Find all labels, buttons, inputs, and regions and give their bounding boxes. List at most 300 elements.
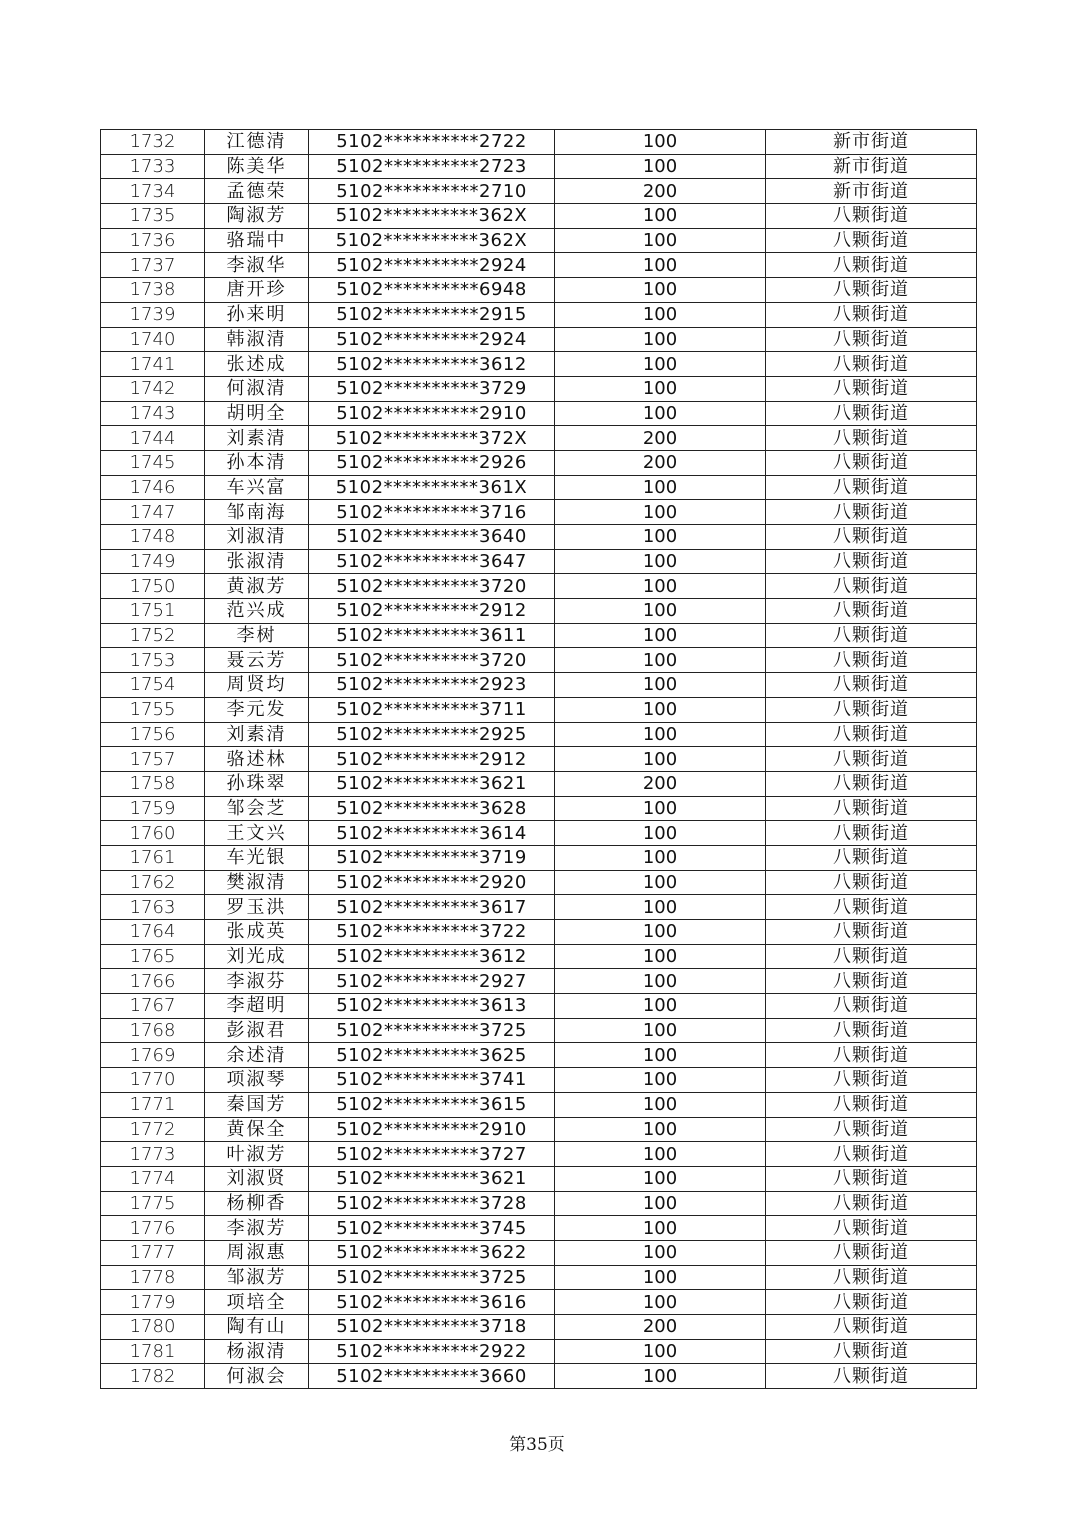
row-number-cell: 1744 bbox=[101, 426, 205, 451]
amount-cell: 100 bbox=[555, 278, 766, 303]
table-row bbox=[101, 1315, 977, 1340]
row-number-cell: 1758 bbox=[101, 771, 205, 796]
name-cell: 邹南海 bbox=[205, 500, 309, 525]
name-cell: 周淑惠 bbox=[205, 1240, 309, 1265]
street-cell: 八颗街道 bbox=[766, 475, 977, 500]
id-number-cell: 5102**********3725 bbox=[309, 1265, 555, 1290]
table-row bbox=[101, 821, 977, 846]
name-cell: 车光银 bbox=[205, 845, 309, 870]
street-cell: 八颗街道 bbox=[766, 1166, 977, 1191]
amount-cell: 100 bbox=[555, 1068, 766, 1093]
table-row bbox=[101, 1339, 977, 1364]
amount-cell: 100 bbox=[555, 1092, 766, 1117]
row-number-cell: 1766 bbox=[101, 969, 205, 994]
table-row bbox=[101, 352, 977, 377]
street-cell: 八颗街道 bbox=[766, 1315, 977, 1340]
row-number-cell: 1755 bbox=[101, 697, 205, 722]
id-number-cell: 5102**********2722 bbox=[309, 130, 555, 155]
row-number-cell: 1751 bbox=[101, 599, 205, 624]
row-number-cell: 1737 bbox=[101, 253, 205, 278]
street-cell: 八颗街道 bbox=[766, 771, 977, 796]
amount-cell: 100 bbox=[555, 944, 766, 969]
name-cell: 张成英 bbox=[205, 920, 309, 945]
amount-cell: 100 bbox=[555, 994, 766, 1019]
row-number-cell: 1750 bbox=[101, 574, 205, 599]
amount-cell: 100 bbox=[555, 920, 766, 945]
amount-cell: 100 bbox=[555, 327, 766, 352]
amount-cell: 100 bbox=[555, 969, 766, 994]
table-row bbox=[101, 450, 977, 475]
id-number-cell: 5102**********3741 bbox=[309, 1068, 555, 1093]
table-row bbox=[101, 1092, 977, 1117]
street-cell: 八颗街道 bbox=[766, 1216, 977, 1241]
table-row bbox=[101, 1142, 977, 1167]
street-cell: 八颗街道 bbox=[766, 574, 977, 599]
table-row bbox=[101, 1191, 977, 1216]
row-number-cell: 1757 bbox=[101, 747, 205, 772]
table-row bbox=[101, 574, 977, 599]
id-number-cell: 5102**********3621 bbox=[309, 1166, 555, 1191]
amount-cell: 100 bbox=[555, 549, 766, 574]
row-number-cell: 1777 bbox=[101, 1240, 205, 1265]
row-number-cell: 1781 bbox=[101, 1339, 205, 1364]
id-number-cell: 5102**********3625 bbox=[309, 1043, 555, 1068]
street-cell: 八颗街道 bbox=[766, 994, 977, 1019]
row-number-cell: 1772 bbox=[101, 1117, 205, 1142]
name-cell: 王文兴 bbox=[205, 821, 309, 846]
name-cell: 彭淑君 bbox=[205, 1018, 309, 1043]
name-cell: 周贤均 bbox=[205, 673, 309, 698]
name-cell: 罗玉洪 bbox=[205, 895, 309, 920]
table-row bbox=[101, 500, 977, 525]
amount-cell: 100 bbox=[555, 1240, 766, 1265]
id-number-cell: 5102**********3722 bbox=[309, 920, 555, 945]
table-row bbox=[101, 994, 977, 1019]
row-number-cell: 1749 bbox=[101, 549, 205, 574]
name-cell: 聂云芳 bbox=[205, 648, 309, 673]
name-cell: 陶淑芳 bbox=[205, 204, 309, 229]
roster-table bbox=[100, 129, 977, 1389]
name-cell: 杨淑清 bbox=[205, 1339, 309, 1364]
street-cell: 八颗街道 bbox=[766, 747, 977, 772]
name-cell: 骆瑞中 bbox=[205, 228, 309, 253]
amount-cell: 100 bbox=[555, 574, 766, 599]
amount-cell: 100 bbox=[555, 722, 766, 747]
id-number-cell: 5102**********3613 bbox=[309, 994, 555, 1019]
name-cell: 孙来明 bbox=[205, 302, 309, 327]
street-cell: 八颗街道 bbox=[766, 969, 977, 994]
table-row bbox=[101, 130, 977, 155]
id-number-cell: 5102**********3745 bbox=[309, 1216, 555, 1241]
amount-cell: 100 bbox=[555, 1290, 766, 1315]
name-cell: 孙珠翠 bbox=[205, 771, 309, 796]
amount-cell: 100 bbox=[555, 1142, 766, 1167]
street-cell: 八颗街道 bbox=[766, 500, 977, 525]
table-row bbox=[101, 253, 977, 278]
id-number-cell: 5102**********3611 bbox=[309, 623, 555, 648]
amount-cell: 100 bbox=[555, 697, 766, 722]
table-row bbox=[101, 327, 977, 352]
id-number-cell: 5102**********2723 bbox=[309, 154, 555, 179]
table-row bbox=[101, 722, 977, 747]
table-row bbox=[101, 302, 977, 327]
row-number-cell: 1739 bbox=[101, 302, 205, 327]
name-cell: 李树 bbox=[205, 623, 309, 648]
street-cell: 八颗街道 bbox=[766, 450, 977, 475]
name-cell: 李淑芳 bbox=[205, 1216, 309, 1241]
amount-cell: 100 bbox=[555, 228, 766, 253]
id-number-cell: 5102**********3612 bbox=[309, 944, 555, 969]
table-row bbox=[101, 920, 977, 945]
amount-cell: 100 bbox=[555, 1043, 766, 1068]
street-cell: 八颗街道 bbox=[766, 1265, 977, 1290]
table-row bbox=[101, 1068, 977, 1093]
row-number-cell: 1733 bbox=[101, 154, 205, 179]
table-row bbox=[101, 1364, 977, 1389]
street-cell: 八颗街道 bbox=[766, 648, 977, 673]
street-cell: 八颗街道 bbox=[766, 623, 977, 648]
table-row bbox=[101, 623, 977, 648]
street-cell: 八颗街道 bbox=[766, 525, 977, 550]
id-number-cell: 5102**********361X bbox=[309, 475, 555, 500]
name-cell: 何淑清 bbox=[205, 376, 309, 401]
amount-cell: 100 bbox=[555, 870, 766, 895]
street-cell: 八颗街道 bbox=[766, 796, 977, 821]
table-row bbox=[101, 673, 977, 698]
amount-cell: 100 bbox=[555, 796, 766, 821]
name-cell: 刘光成 bbox=[205, 944, 309, 969]
row-number-cell: 1743 bbox=[101, 401, 205, 426]
street-cell: 八颗街道 bbox=[766, 920, 977, 945]
name-cell: 李元发 bbox=[205, 697, 309, 722]
amount-cell: 100 bbox=[555, 821, 766, 846]
row-number-cell: 1732 bbox=[101, 130, 205, 155]
name-cell: 李超明 bbox=[205, 994, 309, 1019]
row-number-cell: 1745 bbox=[101, 450, 205, 475]
amount-cell: 100 bbox=[555, 204, 766, 229]
street-cell: 八颗街道 bbox=[766, 673, 977, 698]
row-number-cell: 1741 bbox=[101, 352, 205, 377]
id-number-cell: 5102**********3660 bbox=[309, 1364, 555, 1389]
id-number-cell: 5102**********2922 bbox=[309, 1339, 555, 1364]
id-number-cell: 5102**********2912 bbox=[309, 599, 555, 624]
amount-cell: 100 bbox=[555, 376, 766, 401]
street-cell: 八颗街道 bbox=[766, 1339, 977, 1364]
amount-cell: 100 bbox=[555, 599, 766, 624]
row-number-cell: 1773 bbox=[101, 1142, 205, 1167]
amount-cell: 200 bbox=[555, 426, 766, 451]
name-cell: 骆述林 bbox=[205, 747, 309, 772]
row-number-cell: 1734 bbox=[101, 179, 205, 204]
amount-cell: 100 bbox=[555, 1117, 766, 1142]
name-cell: 孙本清 bbox=[205, 450, 309, 475]
roster-table-body bbox=[101, 130, 977, 1389]
table-row bbox=[101, 599, 977, 624]
name-cell: 项培全 bbox=[205, 1290, 309, 1315]
row-number-cell: 1762 bbox=[101, 870, 205, 895]
table-row bbox=[101, 1117, 977, 1142]
row-number-cell: 1774 bbox=[101, 1166, 205, 1191]
amount-cell: 100 bbox=[555, 1166, 766, 1191]
amount-cell: 100 bbox=[555, 302, 766, 327]
id-number-cell: 5102**********3617 bbox=[309, 895, 555, 920]
amount-cell: 100 bbox=[555, 401, 766, 426]
amount-cell: 100 bbox=[555, 475, 766, 500]
amount-cell: 100 bbox=[555, 1339, 766, 1364]
name-cell: 邹淑芳 bbox=[205, 1265, 309, 1290]
page-number: 第35页 bbox=[509, 1435, 565, 1455]
name-cell: 何淑会 bbox=[205, 1364, 309, 1389]
row-number-cell: 1754 bbox=[101, 673, 205, 698]
id-number-cell: 5102**********2910 bbox=[309, 401, 555, 426]
table-row bbox=[101, 1265, 977, 1290]
street-cell: 八颗街道 bbox=[766, 870, 977, 895]
row-number-cell: 1763 bbox=[101, 895, 205, 920]
row-number-cell: 1738 bbox=[101, 278, 205, 303]
table-row bbox=[101, 426, 977, 451]
street-cell: 八颗街道 bbox=[766, 278, 977, 303]
id-number-cell: 5102**********2912 bbox=[309, 747, 555, 772]
street-cell: 八颗街道 bbox=[766, 426, 977, 451]
id-number-cell: 5102**********2710 bbox=[309, 179, 555, 204]
table-row bbox=[101, 845, 977, 870]
name-cell: 范兴成 bbox=[205, 599, 309, 624]
street-cell: 八颗街道 bbox=[766, 1068, 977, 1093]
table-row bbox=[101, 1240, 977, 1265]
name-cell: 车兴富 bbox=[205, 475, 309, 500]
street-cell: 新市街道 bbox=[766, 154, 977, 179]
street-cell: 八颗街道 bbox=[766, 1290, 977, 1315]
table-row bbox=[101, 278, 977, 303]
row-number-cell: 1761 bbox=[101, 845, 205, 870]
amount-cell: 100 bbox=[555, 895, 766, 920]
amount-cell: 100 bbox=[555, 648, 766, 673]
name-cell: 孟德荣 bbox=[205, 179, 309, 204]
amount-cell: 100 bbox=[555, 1191, 766, 1216]
row-number-cell: 1756 bbox=[101, 722, 205, 747]
street-cell: 八颗街道 bbox=[766, 401, 977, 426]
amount-cell: 100 bbox=[555, 845, 766, 870]
table-row bbox=[101, 771, 977, 796]
id-number-cell: 5102**********2920 bbox=[309, 870, 555, 895]
amount-cell: 100 bbox=[555, 500, 766, 525]
id-number-cell: 5102**********3616 bbox=[309, 1290, 555, 1315]
id-number-cell: 5102**********2924 bbox=[309, 253, 555, 278]
id-number-cell: 5102**********3647 bbox=[309, 549, 555, 574]
row-number-cell: 1747 bbox=[101, 500, 205, 525]
row-number-cell: 1736 bbox=[101, 228, 205, 253]
table-row bbox=[101, 796, 977, 821]
name-cell: 刘淑贤 bbox=[205, 1166, 309, 1191]
id-number-cell: 5102**********3711 bbox=[309, 697, 555, 722]
id-number-cell: 5102**********3615 bbox=[309, 1092, 555, 1117]
id-number-cell: 5102**********2923 bbox=[309, 673, 555, 698]
row-number-cell: 1735 bbox=[101, 204, 205, 229]
street-cell: 八颗街道 bbox=[766, 1092, 977, 1117]
id-number-cell: 5102**********362X bbox=[309, 204, 555, 229]
name-cell: 刘素清 bbox=[205, 426, 309, 451]
row-number-cell: 1771 bbox=[101, 1092, 205, 1117]
street-cell: 新市街道 bbox=[766, 179, 977, 204]
street-cell: 八颗街道 bbox=[766, 895, 977, 920]
id-number-cell: 5102**********372X bbox=[309, 426, 555, 451]
row-number-cell: 1780 bbox=[101, 1315, 205, 1340]
name-cell: 叶淑芳 bbox=[205, 1142, 309, 1167]
name-cell: 刘淑清 bbox=[205, 525, 309, 550]
amount-cell: 100 bbox=[555, 1216, 766, 1241]
id-number-cell: 5102**********2910 bbox=[309, 1117, 555, 1142]
amount-cell: 200 bbox=[555, 771, 766, 796]
table-row bbox=[101, 1216, 977, 1241]
name-cell: 陶有山 bbox=[205, 1315, 309, 1340]
amount-cell: 100 bbox=[555, 673, 766, 698]
table-row bbox=[101, 1018, 977, 1043]
name-cell: 秦国芳 bbox=[205, 1092, 309, 1117]
id-number-cell: 5102**********362X bbox=[309, 228, 555, 253]
row-number-cell: 1770 bbox=[101, 1068, 205, 1093]
id-number-cell: 5102**********3729 bbox=[309, 376, 555, 401]
id-number-cell: 5102**********6948 bbox=[309, 278, 555, 303]
name-cell: 陈美华 bbox=[205, 154, 309, 179]
row-number-cell: 1742 bbox=[101, 376, 205, 401]
street-cell: 八颗街道 bbox=[766, 1191, 977, 1216]
id-number-cell: 5102**********3614 bbox=[309, 821, 555, 846]
street-cell: 八颗街道 bbox=[766, 327, 977, 352]
street-cell: 八颗街道 bbox=[766, 376, 977, 401]
row-number-cell: 1765 bbox=[101, 944, 205, 969]
name-cell: 张述成 bbox=[205, 352, 309, 377]
id-number-cell: 5102**********3718 bbox=[309, 1315, 555, 1340]
name-cell: 张淑清 bbox=[205, 549, 309, 574]
row-number-cell: 1767 bbox=[101, 994, 205, 1019]
id-number-cell: 5102**********2924 bbox=[309, 327, 555, 352]
table-row bbox=[101, 401, 977, 426]
row-number-cell: 1782 bbox=[101, 1364, 205, 1389]
id-number-cell: 5102**********3621 bbox=[309, 771, 555, 796]
amount-cell: 100 bbox=[555, 1018, 766, 1043]
table-row bbox=[101, 1166, 977, 1191]
amount-cell: 100 bbox=[555, 352, 766, 377]
table-row bbox=[101, 969, 977, 994]
id-number-cell: 5102**********3622 bbox=[309, 1240, 555, 1265]
table-row bbox=[101, 228, 977, 253]
id-number-cell: 5102**********3719 bbox=[309, 845, 555, 870]
id-number-cell: 5102**********2915 bbox=[309, 302, 555, 327]
table-row bbox=[101, 648, 977, 673]
id-number-cell: 5102**********2925 bbox=[309, 722, 555, 747]
name-cell: 江德清 bbox=[205, 130, 309, 155]
table-row bbox=[101, 154, 977, 179]
row-number-cell: 1752 bbox=[101, 623, 205, 648]
amount-cell: 100 bbox=[555, 130, 766, 155]
table-row bbox=[101, 944, 977, 969]
table-row bbox=[101, 1290, 977, 1315]
table-row bbox=[101, 525, 977, 550]
street-cell: 八颗街道 bbox=[766, 302, 977, 327]
street-cell: 八颗街道 bbox=[766, 1018, 977, 1043]
row-number-cell: 1776 bbox=[101, 1216, 205, 1241]
amount-cell: 100 bbox=[555, 525, 766, 550]
id-number-cell: 5102**********2927 bbox=[309, 969, 555, 994]
table-row bbox=[101, 376, 977, 401]
amount-cell: 100 bbox=[555, 747, 766, 772]
table-row bbox=[101, 475, 977, 500]
street-cell: 八颗街道 bbox=[766, 1240, 977, 1265]
street-cell: 八颗街道 bbox=[766, 1117, 977, 1142]
street-cell: 八颗街道 bbox=[766, 1043, 977, 1068]
street-cell: 八颗街道 bbox=[766, 821, 977, 846]
name-cell: 邹会芝 bbox=[205, 796, 309, 821]
table-row bbox=[101, 204, 977, 229]
id-number-cell: 5102**********2926 bbox=[309, 450, 555, 475]
row-number-cell: 1748 bbox=[101, 525, 205, 550]
id-number-cell: 5102**********3720 bbox=[309, 648, 555, 673]
street-cell: 八颗街道 bbox=[766, 253, 977, 278]
row-number-cell: 1775 bbox=[101, 1191, 205, 1216]
amount-cell: 100 bbox=[555, 1364, 766, 1389]
name-cell: 刘素清 bbox=[205, 722, 309, 747]
row-number-cell: 1778 bbox=[101, 1265, 205, 1290]
id-number-cell: 5102**********3612 bbox=[309, 352, 555, 377]
id-number-cell: 5102**********3716 bbox=[309, 500, 555, 525]
street-cell: 八颗街道 bbox=[766, 1364, 977, 1389]
street-cell: 八颗街道 bbox=[766, 944, 977, 969]
name-cell: 余述清 bbox=[205, 1043, 309, 1068]
row-number-cell: 1759 bbox=[101, 796, 205, 821]
street-cell: 八颗街道 bbox=[766, 697, 977, 722]
row-number-cell: 1760 bbox=[101, 821, 205, 846]
amount-cell: 200 bbox=[555, 1315, 766, 1340]
amount-cell: 100 bbox=[555, 623, 766, 648]
name-cell: 樊淑清 bbox=[205, 870, 309, 895]
row-number-cell: 1753 bbox=[101, 648, 205, 673]
table-row bbox=[101, 697, 977, 722]
street-cell: 新市街道 bbox=[766, 130, 977, 155]
street-cell: 八颗街道 bbox=[766, 722, 977, 747]
row-number-cell: 1764 bbox=[101, 920, 205, 945]
row-number-cell: 1768 bbox=[101, 1018, 205, 1043]
row-number-cell: 1746 bbox=[101, 475, 205, 500]
street-cell: 八颗街道 bbox=[766, 352, 977, 377]
amount-cell: 200 bbox=[555, 179, 766, 204]
amount-cell: 100 bbox=[555, 1265, 766, 1290]
table-row bbox=[101, 895, 977, 920]
name-cell: 韩淑清 bbox=[205, 327, 309, 352]
id-number-cell: 5102**********3725 bbox=[309, 1018, 555, 1043]
row-number-cell: 1769 bbox=[101, 1043, 205, 1068]
id-number-cell: 5102**********3728 bbox=[309, 1191, 555, 1216]
street-cell: 八颗街道 bbox=[766, 1142, 977, 1167]
street-cell: 八颗街道 bbox=[766, 228, 977, 253]
name-cell: 黄淑芳 bbox=[205, 574, 309, 599]
table-row bbox=[101, 870, 977, 895]
row-number-cell: 1740 bbox=[101, 327, 205, 352]
name-cell: 唐开珍 bbox=[205, 278, 309, 303]
street-cell: 八颗街道 bbox=[766, 599, 977, 624]
row-number-cell: 1779 bbox=[101, 1290, 205, 1315]
name-cell: 杨柳香 bbox=[205, 1191, 309, 1216]
amount-cell: 200 bbox=[555, 450, 766, 475]
name-cell: 李淑华 bbox=[205, 253, 309, 278]
name-cell: 胡明全 bbox=[205, 401, 309, 426]
table-row bbox=[101, 1043, 977, 1068]
street-cell: 八颗街道 bbox=[766, 204, 977, 229]
table-row bbox=[101, 747, 977, 772]
name-cell: 项淑琴 bbox=[205, 1068, 309, 1093]
id-number-cell: 5102**********3720 bbox=[309, 574, 555, 599]
table-row bbox=[101, 179, 977, 204]
street-cell: 八颗街道 bbox=[766, 549, 977, 574]
